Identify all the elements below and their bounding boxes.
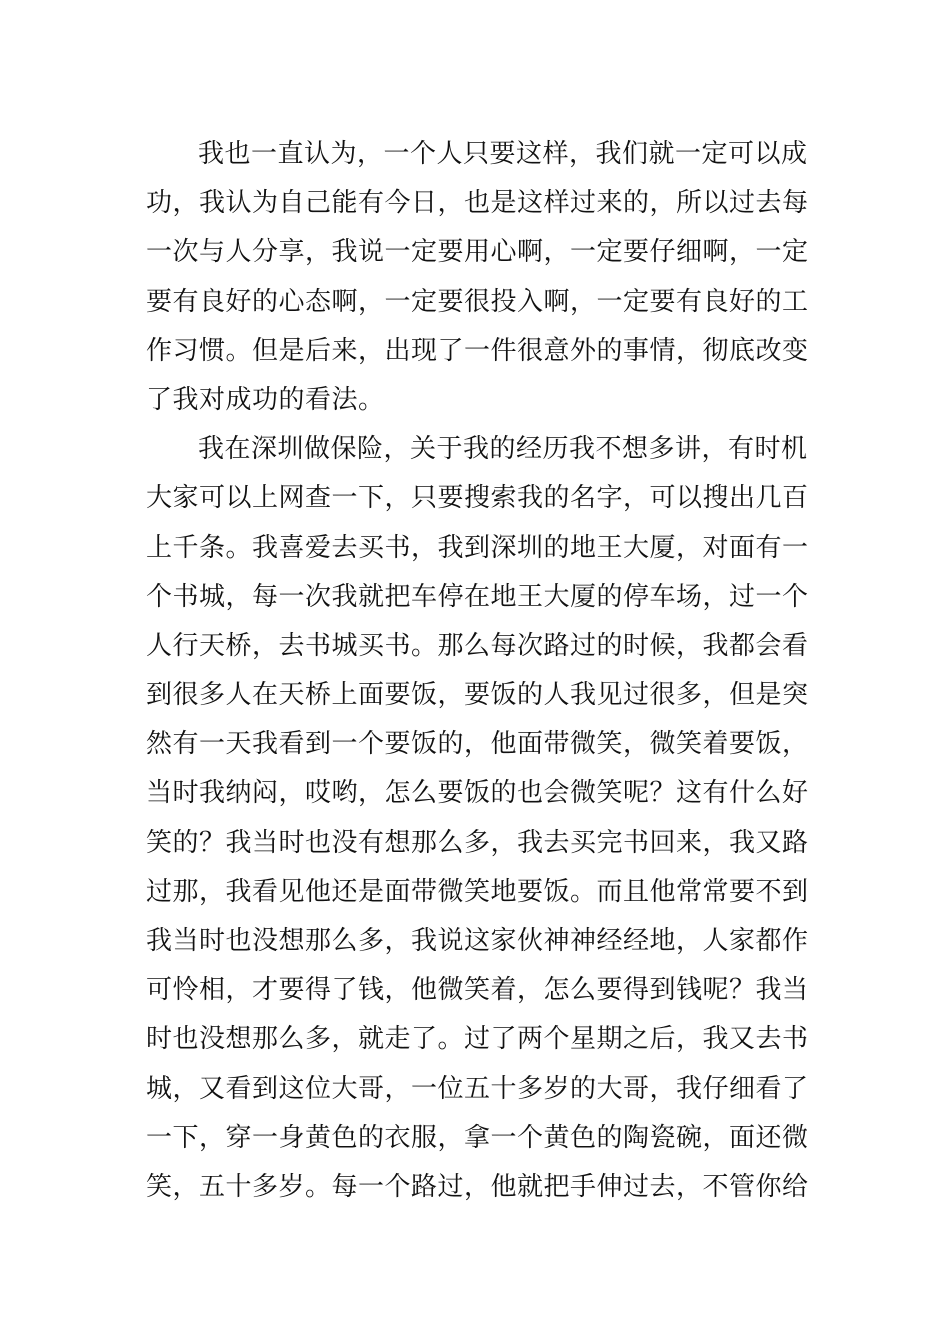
text-line: 我当时也没想那么多，我说这家伙神神经经地，人家都作 <box>146 926 809 956</box>
text-line: 我也一直认为，一个人只要这样，我们就一定可以成 <box>198 139 808 169</box>
text-line: 上千条。我喜爱去买书，我到深圳的地王大厦，对面有一 <box>146 532 809 563</box>
text-line: 人行天桥，去书城买书。那么每次路过的时候，我都会看 <box>146 630 809 661</box>
text-line: 城，又看到这位大哥，一位五十多岁的大哥，我仔细看了 <box>146 1073 809 1104</box>
body-text <box>146 130 826 1212</box>
text-line: 功，我认为自己能有今日，也是这样过来的，所以过去每 <box>146 188 809 219</box>
paragraph-2 <box>146 425 826 1212</box>
text-line: 了我对成功的看法。 <box>146 384 385 415</box>
text-line: 到很多人在天桥上面要饭，要饭的人我见过很多，但是突 <box>146 680 809 711</box>
text-line: 过那，我看见他还是面带微笑地要饭。而且他常常要不到 <box>146 876 809 907</box>
text-line: 作习惯。但是后来，出现了一件很意外的事情，彻底改变 <box>146 335 809 366</box>
text-line: 笑的？我当时也没有想那么多，我去买完书回来，我又路 <box>146 827 809 858</box>
text-line: 我在深圳做保险，关于我的经历我不想多讲，有时机 <box>198 434 808 465</box>
text-line: 要有良好的心态啊，一定要很投入啊，一定要有良好的工 <box>146 286 809 317</box>
text-line: 大家可以上网查一下，只要搜索我的名字，可以搜出几百 <box>146 483 809 514</box>
text-line: 一次与人分享，我说一定要用心啊，一定要仔细啊，一定 <box>146 237 809 268</box>
text-line: 笑，五十多岁。每一个路过，他就把手伸过去，不管你给 <box>146 1171 809 1202</box>
paragraph-1 <box>146 130 826 425</box>
text-line: 时也没想那么多，就走了。过了两个星期之后，我又去书 <box>146 1024 809 1055</box>
text-line: 然有一天我看到一个要饭的，他面带微笑，微笑着要饭， <box>146 729 809 760</box>
text-line: 可怜相，才要得了钱，他微笑着，怎么要得到钱呢？我当 <box>146 975 809 1006</box>
text-line: 个书城，每一次我就把车停在地王大厦的停车场，过一个 <box>146 581 809 612</box>
text-line: 一下，穿一身黄色的衣服，拿一个黄色的陶瓷碗，面还微 <box>146 1122 809 1153</box>
text-line: 当时我纳闷，哎哟，怎么要饭的也会微笑呢？这有什么好 <box>146 778 809 809</box>
